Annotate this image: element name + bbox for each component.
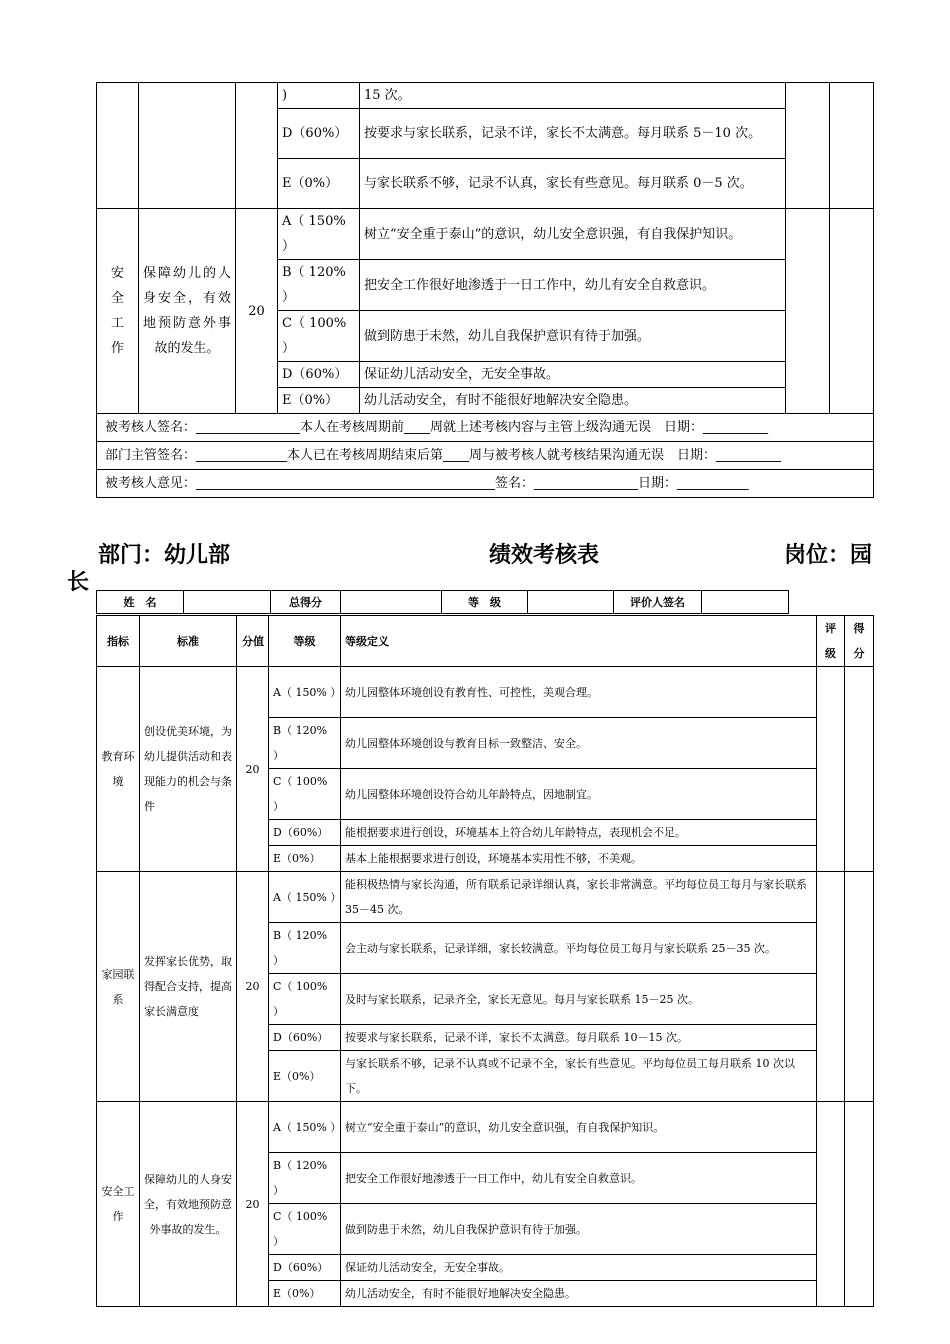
position-label-wrap: 长 <box>67 570 90 595</box>
criteria-cell: 发挥家长优势，取得配合支持，提高家长满意度 <box>140 872 237 1102</box>
grade-cell: C（ 100% ） <box>278 311 360 362</box>
indicator-cell: 安全工作 <box>97 1102 140 1307</box>
grade-definition: 保证幼儿活动安全，无安全事故。 <box>341 1255 817 1281</box>
grade-definition: 按要求与家长联系，记录不详，家长不太满意。每月联系 5－10 次。 <box>360 109 786 159</box>
grade-definition: 能根据要求进行创设，环境基本上符合幼儿年龄特点，表现机会不足。 <box>341 820 817 846</box>
rating-cell[interactable] <box>817 872 845 1102</box>
assessment-table <box>96 615 874 1307</box>
rating-cell[interactable] <box>786 83 830 209</box>
indicator-cell: 家园联系 <box>97 872 140 1102</box>
grade-definition: 把安全工作很好地渗透于一日工作中，幼儿有安全自救意识。 <box>341 1153 817 1204</box>
name-label: 姓 名 <box>97 591 184 614</box>
grade-definition: 15 次。 <box>360 83 786 109</box>
grade-definition: 与家长联系不够，记录不认真或不记录不全，家长有些意见。平均每位员工每月联系 10 次以下。 <box>341 1051 817 1102</box>
criteria-cell: 保障幼儿的人身安全，有效地预防意外事故的发生。 <box>140 1102 237 1307</box>
header-points: 得分 <box>845 616 874 667</box>
grade-cell: B（ 120% ） <box>269 718 341 769</box>
level-input[interactable] <box>528 591 614 614</box>
level-label: 等 级 <box>442 591 528 614</box>
name-input[interactable] <box>184 591 271 614</box>
supervisor-signature-line[interactable]: 部门主管签名：______________本人已在考核周期结束后第____周与被考核人就考核结果沟通无误 日期：__________ <box>97 442 874 470</box>
grade-definition: 会主动与家长联系，记录详细，家长较满意。平均每位员工每月与家长联系 25－35 次。 <box>341 923 817 974</box>
grade-cell: A（ 150% ） <box>269 667 341 718</box>
grade-definition: 与家长联系不够，记录不认真，家长有些意见。每月联系 0－5 次。 <box>360 159 786 209</box>
rating-cell[interactable] <box>817 1102 845 1307</box>
evaluator-signature-input[interactable] <box>702 591 789 614</box>
criteria-cell: 创设优美环境，为幼儿提供活动和表现能力的机会与条件 <box>140 667 237 872</box>
form-title-row <box>96 538 880 568</box>
reviewee-opinion-line[interactable]: 被考核人意见：______________________________________________签名：________________日期：___________ <box>97 470 874 498</box>
criteria-cell: 保障幼儿的人身安全，有效地预防意外事故的发生。 <box>139 209 236 414</box>
continued-assessment-table <box>96 82 874 498</box>
rating-cell[interactable] <box>786 209 830 414</box>
grade-definition: 幼儿园整体环境创设与教育目标一致整洁、安全。 <box>341 718 817 769</box>
grade-cell: A（ 150% ） <box>269 1102 341 1153</box>
header-rating: 评级 <box>817 616 845 667</box>
grade-definition: 按要求与家长联系，记录不详，家长不太满意。每月联系 10－15 次。 <box>341 1025 817 1051</box>
grade-definition: 做到防患于未然，幼儿自我保护意识有待于加强。 <box>341 1204 817 1255</box>
points-cell[interactable] <box>845 1102 874 1307</box>
position-label: 岗位：园 <box>784 543 873 568</box>
grade-cell: C（ 100% ） <box>269 1204 341 1255</box>
department-label: 部门：幼儿部 <box>98 543 231 568</box>
grade-cell: D（60%） <box>278 109 360 159</box>
evaluator-signature-label: 评价人签名 <box>614 591 702 614</box>
grade-cell: E（0%） <box>269 1281 341 1307</box>
grade-definition: 及时与家长联系，记录齐全，家长无意见。每月与家长联系 15－25 次。 <box>341 974 817 1025</box>
grade-cell: E（0%） <box>278 159 360 209</box>
grade-cell: E（0%） <box>269 1051 341 1102</box>
grade-cell: C（ 100% ） <box>269 974 341 1025</box>
score-cell: 20 <box>236 209 278 414</box>
indicator-cell: 安全工作 <box>97 209 139 414</box>
total-score-label: 总得分 <box>271 591 341 614</box>
grade-definition: 做到防患于未然，幼儿自我保护意识有待于加强。 <box>360 311 786 362</box>
points-cell[interactable] <box>845 872 874 1102</box>
points-cell[interactable] <box>830 83 874 209</box>
header-grade: 等级 <box>269 616 341 667</box>
rating-cell[interactable] <box>817 667 845 872</box>
grade-definition: 树立“安全重于泰山”的意识，幼儿安全意识强，有自我保护知识。 <box>341 1102 817 1153</box>
grade-definition: 幼儿园整体环境创设符合幼儿年龄特点，因地制宜。 <box>341 769 817 820</box>
header-definition: 等级定义 <box>341 616 817 667</box>
grade-definition: 保证幼儿活动安全，无安全事故。 <box>360 362 786 388</box>
grade-cell: E（0%） <box>269 846 341 872</box>
indicator-cell: 教育环境 <box>97 667 140 872</box>
grade-cell: A（ 150% ） <box>269 872 341 923</box>
grade-cell: A（ 150% ） <box>278 209 360 260</box>
grade-cell: D（60%） <box>269 820 341 846</box>
header-score: 分值 <box>237 616 269 667</box>
score-cell: 20 <box>237 1102 269 1307</box>
grade-cell: E（0%） <box>278 388 360 414</box>
grade-cell: D（60%） <box>269 1025 341 1051</box>
grade-definition: 基本上能根据要求进行创设，环境基本实用性不够，不美观。 <box>341 846 817 872</box>
info-table <box>96 590 789 614</box>
grade-definition: 幼儿活动安全，有时不能很好地解决安全隐患。 <box>360 388 786 414</box>
grade-cell: D（60%） <box>278 362 360 388</box>
score-cell: 20 <box>237 872 269 1102</box>
grade-definition: 能积极热情与家长沟通，所有联系记录详细认真，家长非常满意。平均每位员工每月与家长联系 35－45 次。 <box>341 872 817 923</box>
total-score-input[interactable] <box>341 591 442 614</box>
grade-cell: ) <box>278 83 360 109</box>
reviewee-signature-line[interactable]: 被考核人签名：________________本人在考核周期前____周就上述考核内容与主管上级沟通无误 日期：__________ <box>97 414 874 442</box>
grade-cell: D（60%） <box>269 1255 341 1281</box>
grade-cell: B（ 120% ） <box>269 1153 341 1204</box>
grade-definition: 幼儿园整体环境创设有教育性、可控性，美观合理。 <box>341 667 817 718</box>
grade-definition: 幼儿活动安全，有时不能很好地解决安全隐患。 <box>341 1281 817 1307</box>
grade-cell: B（ 120% ） <box>269 923 341 974</box>
grade-definition: 树立“安全重于泰山”的意识，幼儿安全意识强，有自我保护知识。 <box>360 209 786 260</box>
points-cell[interactable] <box>830 209 874 414</box>
header-criteria: 标准 <box>140 616 237 667</box>
form-title: 绩效考核表 <box>489 543 600 568</box>
header-indicator: 指标 <box>97 616 140 667</box>
grade-cell: C（ 100% ） <box>269 769 341 820</box>
grade-cell: B（ 120% ） <box>278 260 360 311</box>
grade-definition: 把安全工作很好地渗透于一日工作中，幼儿有安全自救意识。 <box>360 260 786 311</box>
score-cell: 20 <box>237 667 269 872</box>
points-cell[interactable] <box>845 667 874 872</box>
